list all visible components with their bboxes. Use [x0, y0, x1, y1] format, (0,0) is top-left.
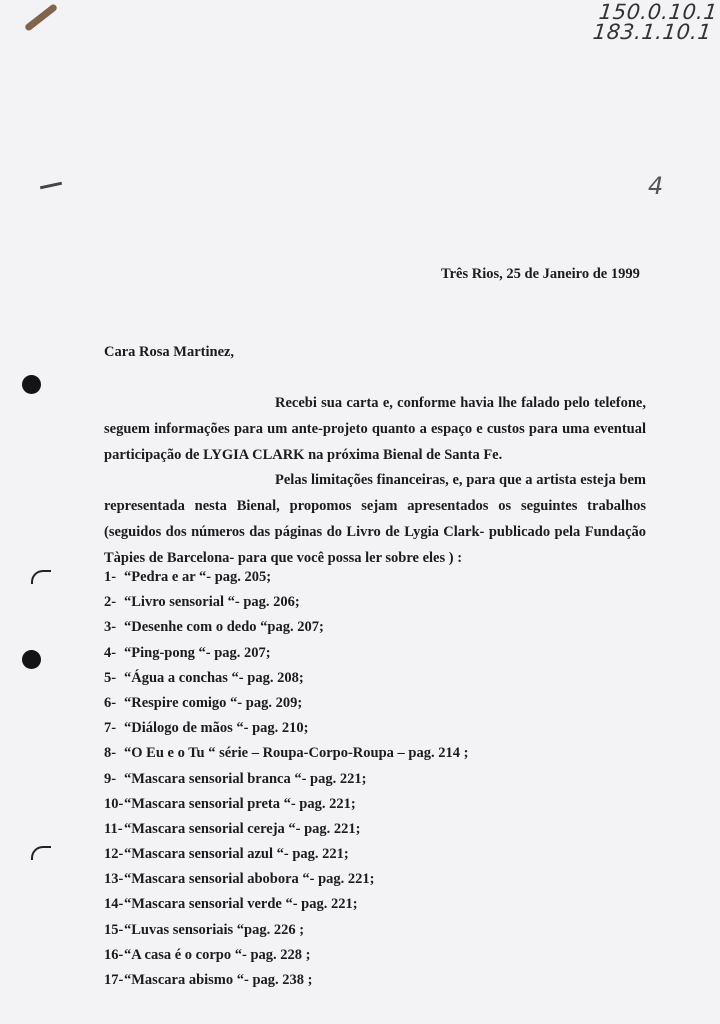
item-number: 1- — [104, 569, 117, 585]
item-number: 17- — [104, 972, 124, 988]
list-item — [104, 691, 468, 716]
item-number: 10- — [104, 795, 124, 812]
item-number: 2- — [104, 594, 117, 611]
item-text: “Mascara sensorial azul “- pag. 221; — [124, 846, 349, 863]
item-text: “Luvas sensoriais “pag. 226 ; — [124, 921, 305, 938]
item-text: “Água a conchas “- pag. 208; — [124, 669, 304, 686]
pen-mark — [40, 182, 62, 190]
item-text: “Mascara sensorial abobora “- pag. 221; — [124, 871, 375, 888]
item-text: “Mascara sensorial branca “- pag. 221; — [124, 770, 367, 787]
list-item — [104, 641, 468, 666]
list-item — [104, 615, 468, 640]
item-number: 5- — [104, 669, 117, 686]
paragraph: Recebi sua carta e, conforme havia lhe falado pelo telefone, seguem informações para um ante-projeto quanto a espaço e custos para uma eventual participação de LYGIA CLARK na próxima Bienal de Santa Fe. — [104, 395, 646, 463]
list-item — [104, 590, 468, 615]
item-number: 7- — [104, 720, 117, 737]
item-number: 16- — [104, 946, 124, 963]
staple-mark — [31, 570, 51, 584]
salutation: Cara Rosa Martinez, — [104, 344, 235, 360]
item-text: “O Eu e o Tu “ série – Roupa-Corpo-Roupa – pag. 214 ; — [124, 745, 469, 762]
item-number: 12- — [104, 846, 124, 863]
list-item — [104, 892, 468, 917]
item-text: “Mascara sensorial verde “- pag. 221; — [124, 896, 358, 913]
list-item — [104, 842, 468, 867]
archive-code: 183.1.10.1 — [592, 20, 714, 44]
paragraph: Pelas limitações financeiras, e, para que a artista esteja bem representada nesta Bienal, propomos sejam apresentados os seguintes trabalhos (seguidos dos números das páginas do Livro de Lygia Clark- publicado pela Fundação Tàpies de Barcelona- para que você possa ler sobre eles ) : — [104, 472, 646, 566]
item-text: “Mascara abismo “- pag. 238 ; — [124, 972, 313, 988]
handwritten-page-number: 4 — [648, 172, 664, 200]
list-item — [104, 767, 468, 792]
item-number: 3- — [104, 619, 117, 636]
item-text: “Pedra e ar “- pag. 205; — [124, 569, 272, 585]
item-number: 14- — [104, 896, 124, 913]
list-item — [104, 968, 468, 993]
staple-mark — [31, 846, 51, 860]
item-text: “A casa é o corpo “- pag. 228 ; — [124, 946, 311, 963]
item-number: 8- — [104, 745, 117, 762]
punch-hole — [22, 375, 41, 394]
list-item — [104, 792, 468, 817]
works-list — [104, 565, 468, 993]
item-text: “Respire comigo “- pag. 209; — [124, 694, 303, 711]
list-item — [104, 918, 468, 943]
list-item — [104, 666, 468, 691]
list-item — [104, 867, 468, 892]
ink-stain — [24, 3, 58, 32]
date-line: Três Rios, 25 de Janeiro de 1999 — [441, 266, 640, 282]
list-item — [104, 817, 468, 842]
item-text: “Ping-pong “- pag. 207; — [124, 644, 271, 661]
item-number: 4- — [104, 644, 117, 661]
punch-hole — [22, 650, 41, 669]
item-number: 11- — [104, 820, 123, 837]
list-item — [104, 741, 468, 766]
item-text: “Mascara sensorial preta “- pag. 221; — [124, 795, 356, 812]
list-item — [104, 716, 468, 741]
item-number: 6- — [104, 694, 117, 711]
item-text: “Mascara sensorial cereja “- pag. 221; — [124, 820, 361, 837]
item-number: 15- — [104, 921, 124, 938]
archive-code: 150.0.10.1 — [598, 0, 720, 24]
item-number: 13- — [104, 871, 124, 888]
item-text: “Diálogo de mãos “- pag. 210; — [124, 720, 309, 737]
item-text: “Livro sensorial “- pag. 206; — [124, 594, 300, 611]
list-item — [104, 565, 468, 590]
item-text: “Desenhe com o dedo “pag. 207; — [124, 619, 324, 636]
item-number: 9- — [104, 770, 117, 787]
list-item — [104, 943, 468, 968]
